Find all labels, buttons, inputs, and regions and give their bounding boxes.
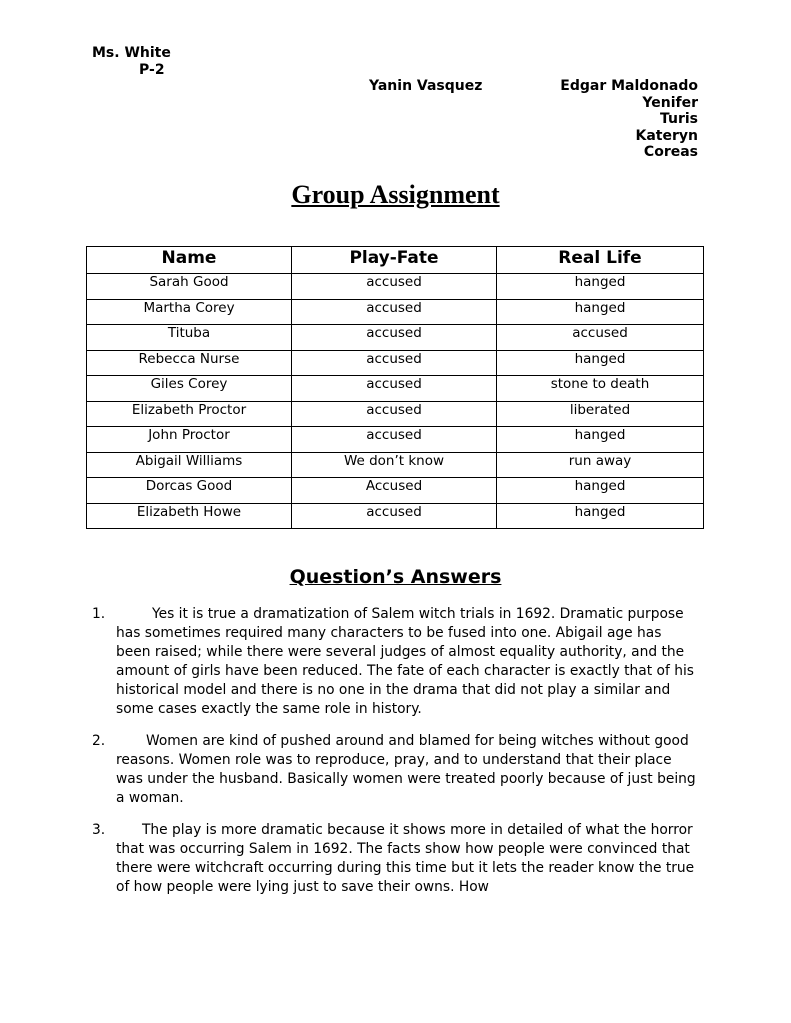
answers-heading: Question’s Answers bbox=[289, 566, 502, 588]
cell-real-life: stone to death bbox=[497, 376, 704, 402]
cell-name: Sarah Good bbox=[87, 274, 292, 300]
cell-real-life: hanged bbox=[497, 427, 704, 453]
cell-real-life: hanged bbox=[497, 478, 704, 504]
table-row bbox=[87, 325, 704, 351]
document-title: Group Assignment bbox=[291, 180, 500, 209]
cell-real-life: hanged bbox=[497, 503, 704, 529]
table-row bbox=[87, 376, 704, 402]
cell-play-fate: accused bbox=[292, 350, 497, 376]
answers-list bbox=[92, 605, 698, 910]
cell-play-fate: accused bbox=[292, 325, 497, 351]
student-name: Yanin Vasquez bbox=[369, 78, 483, 94]
cell-name: Abigail Williams bbox=[87, 452, 292, 478]
cell-name: Rebecca Nurse bbox=[87, 350, 292, 376]
teacher-name: Ms. White bbox=[92, 45, 171, 61]
student-name: Turis bbox=[659, 111, 698, 127]
cell-real-life: hanged bbox=[497, 350, 704, 376]
cell-play-fate: accused bbox=[292, 427, 497, 453]
cell-real-life: liberated bbox=[497, 401, 704, 427]
cell-play-fate: accused bbox=[292, 503, 497, 529]
answer-item bbox=[92, 821, 698, 897]
cell-real-life: hanged bbox=[497, 299, 704, 325]
cell-real-life: hanged bbox=[497, 274, 704, 300]
answer-number: 3. bbox=[92, 822, 106, 838]
answer-text: The play is more dramatic because it shows more in detailed of what the horror that was occurring Salem in 1692. The facts show how people were convinced that there were witchcraft occurring during this time but it lets the reader know the true of how people were lying just to save their owns. How bbox=[116, 822, 695, 895]
cell-real-life: run away bbox=[497, 452, 704, 478]
table-row bbox=[87, 427, 704, 453]
fates-table bbox=[86, 246, 704, 529]
cell-play-fate: accused bbox=[292, 376, 497, 402]
answer-item bbox=[92, 605, 698, 719]
column-header-play-fate: Play-Fate bbox=[292, 247, 497, 274]
cell-name: Elizabeth Howe bbox=[87, 503, 292, 529]
student-name: Edgar Maldonado bbox=[560, 78, 698, 94]
cell-name: Tituba bbox=[87, 325, 292, 351]
student-names-list bbox=[560, 78, 698, 161]
cell-play-fate: We don’t know bbox=[292, 452, 497, 478]
cell-real-life: accused bbox=[497, 325, 704, 351]
table-header-row bbox=[87, 247, 704, 274]
cell-name: Martha Corey bbox=[87, 299, 292, 325]
answer-item bbox=[92, 732, 698, 808]
cell-play-fate: accused bbox=[292, 299, 497, 325]
teacher-block bbox=[92, 45, 171, 79]
cell-name: Dorcas Good bbox=[87, 478, 292, 504]
answer-text: Women are kind of pushed around and blamed for being witches without good reasons. Women role was to reproduce, pray, and to understand that their place was under the husband. Basically women were treated poorly because of just being a woman. bbox=[116, 733, 696, 806]
cell-name: Elizabeth Proctor bbox=[87, 401, 292, 427]
table-row bbox=[87, 478, 704, 504]
table-row bbox=[87, 274, 704, 300]
student-name: Yenifer bbox=[642, 94, 698, 111]
table-row bbox=[87, 452, 704, 478]
table-row bbox=[87, 350, 704, 376]
answer-number: 2. bbox=[92, 733, 106, 749]
student-name: Kateryn bbox=[635, 127, 698, 144]
cell-play-fate: Accused bbox=[292, 478, 497, 504]
cell-name: John Proctor bbox=[87, 427, 292, 453]
table-row bbox=[87, 503, 704, 529]
table-row bbox=[87, 401, 704, 427]
cell-name: Giles Corey bbox=[87, 376, 292, 402]
student-name: Coreas bbox=[643, 144, 698, 160]
cell-play-fate: accused bbox=[292, 274, 497, 300]
cell-play-fate: accused bbox=[292, 401, 497, 427]
answer-number: 1. bbox=[92, 606, 106, 622]
column-header-real-life: Real Life bbox=[497, 247, 704, 274]
column-header-name: Name bbox=[87, 247, 292, 274]
answer-text: Yes it is true a dramatization of Salem witch trials in 1692. Dramatic purpose has sometimes required many characters to be fused into one. Abigail age has been raised; while there were several judges of almost equality authority, and the amount of girls have been reduced. The fate of each character is exactly that of his historical model and there is no one in the drama that did not play a similar and some cases exactly the same role in history. bbox=[116, 606, 694, 717]
table-row bbox=[87, 299, 704, 325]
class-period: P-2 bbox=[139, 62, 165, 78]
